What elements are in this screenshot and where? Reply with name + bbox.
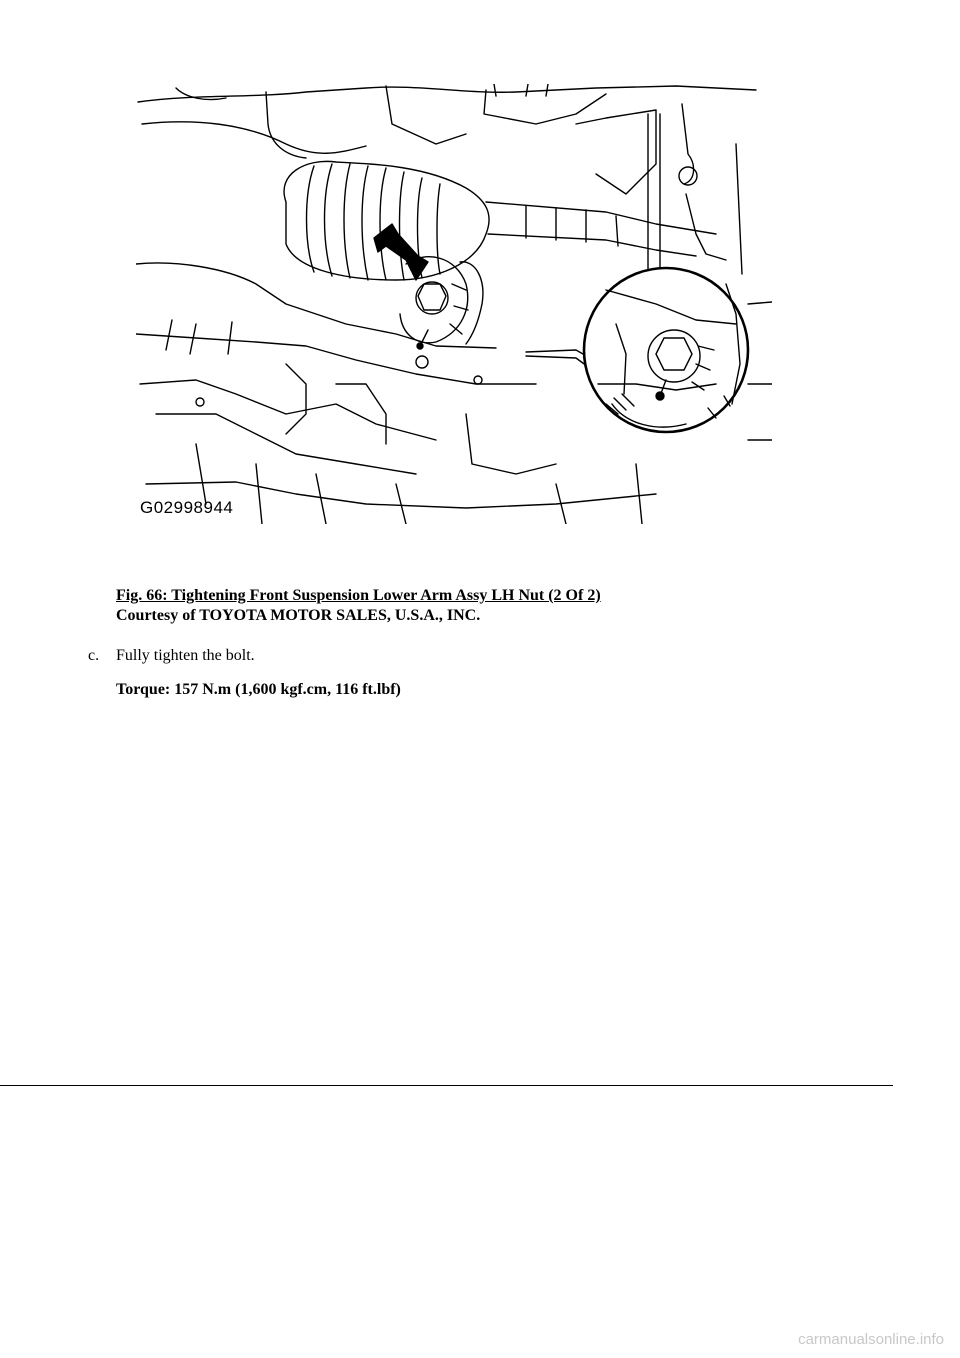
procedure-step — [88, 646, 255, 666]
magnifier-callout-icon — [526, 268, 748, 432]
step-text: Fully tighten the bolt. — [116, 647, 255, 664]
figure-caption — [116, 586, 601, 626]
suspension-illustration — [136, 84, 772, 524]
watermark: carmanualsonline.info — [798, 1331, 944, 1348]
step-marker: c. — [88, 647, 100, 664]
figure-caption-title: Fig. 66: Tightening Front Suspension Lower Arm Assy LH Nut (2 Of 2) — [116, 587, 601, 604]
page-divider — [0, 1085, 893, 1086]
torque-spec: Torque: 157 N.m (1,600 kgf.cm, 116 ft.lbf) — [116, 681, 401, 698]
figure-courtesy: Courtesy of TOYOTA MOTOR SALES, U.S.A., INC. — [116, 607, 481, 624]
figure-id-label: G02998944 — [140, 498, 234, 517]
